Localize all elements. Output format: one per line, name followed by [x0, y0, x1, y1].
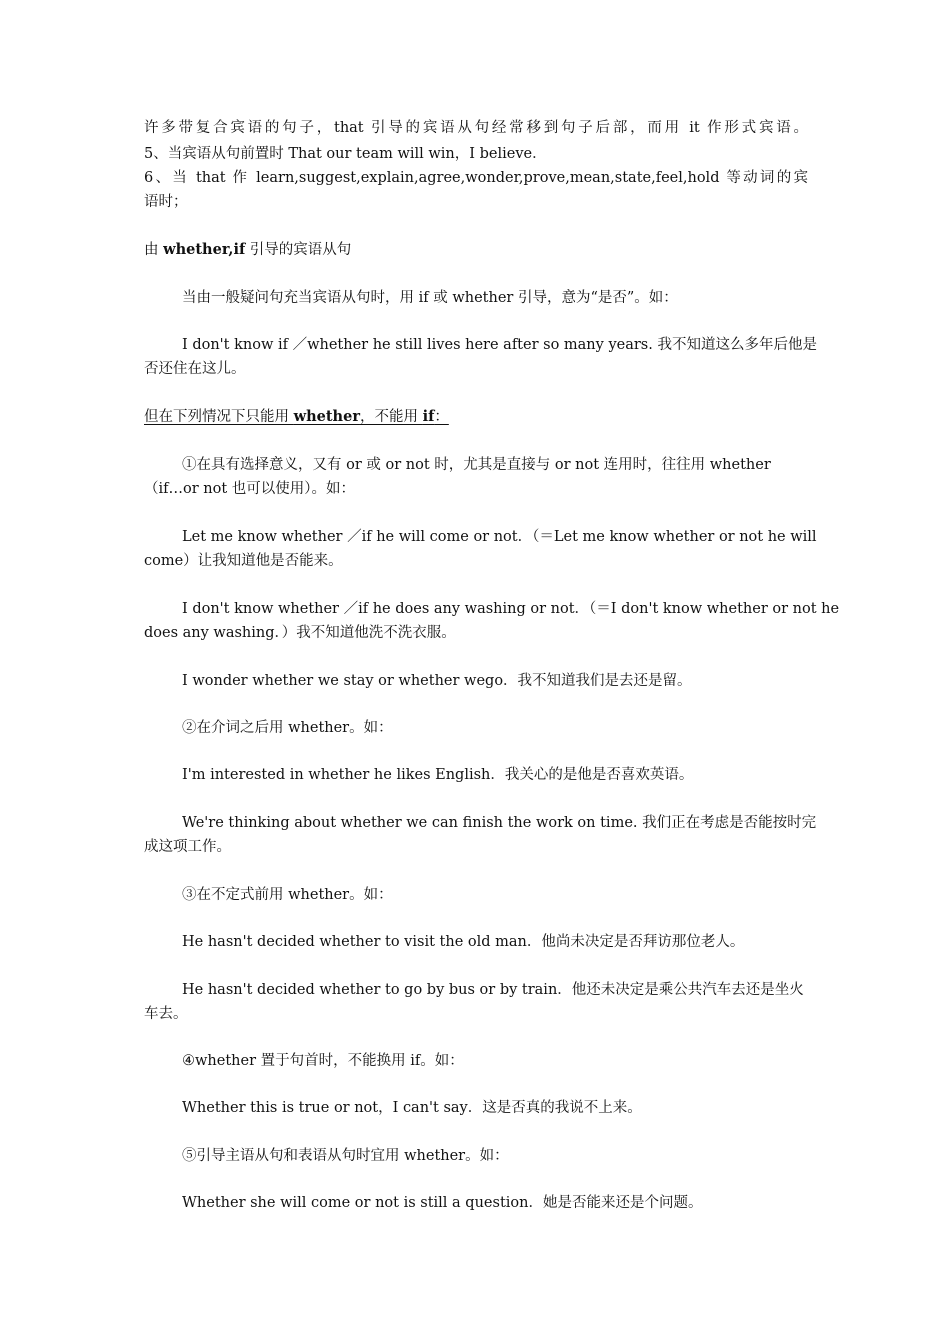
heading-text: 但在下列情况下只能用 [144, 409, 294, 425]
example-line: I don't know whether ／if he does any washing or not．（＝I don't know whether or not he [182, 601, 840, 617]
example-line: We're thinking about whether we can finish the work on time. 我们正在考虑是否能按时完 [182, 815, 817, 831]
heading-bold-text: whether [293, 408, 360, 425]
heading-text: ，不能用 [359, 409, 423, 425]
example-line: I'm interested in whether he likes English．我关心的是他是否喜欢英语。 [182, 767, 694, 783]
document-page [144, 0, 840, 1344]
paragraph-line: 6、当 that 作 learn,suggest,explain,agree,wonder,prove,mean,state,feel,hold 等动词的宾 [144, 170, 808, 186]
paragraph-line: 语时； [144, 194, 188, 210]
example-line: come）让我知道他是否能来。 [144, 553, 343, 569]
example-line: Whether she will come or not is still a question．她是否能来还是个问题。 [182, 1195, 703, 1211]
paragraph-line: 5、当宾语从句前置时 That our team will win，I believe． [144, 146, 547, 162]
example-line: He hasn't decided whether to visit the old man．他尚未决定是否拜访那位老人。 [182, 934, 745, 950]
example-line: Let me know whether ／if he will come or not．（＝Let me know whether or not he will [182, 529, 817, 545]
example-line: Whether this is true or not，I can't say．这是否真的我说不上来。 [182, 1100, 642, 1116]
heading-text: 引导的宾语从句 [245, 242, 352, 258]
rule-line: ②在介词之后用 whether。如： [182, 720, 393, 736]
heading-text: ： [434, 409, 449, 425]
rule-line: ④whether 置于句首时，不能换用 if。如： [182, 1053, 464, 1069]
rule-line: ①在具有选择意义，又有 or 或 or not 时，尤其是直接与 or not 连用时，往往用 whether [182, 457, 771, 473]
rule-line: ⑤引导主语从句和表语从句时宜用 whether。如： [182, 1148, 509, 1164]
example-line: 车去。 [144, 1006, 188, 1022]
paragraph-line: 许多带复合宾语的句子，that 引导的宾语从句经常移到句子后部，而用 it 作形式宾语。 [144, 120, 808, 136]
rule-line: （if…or not 也可以使用）。如： [144, 481, 356, 497]
paragraph-line: 当由一般疑问句充当宾语从句时，用 if 或 whether 引导，意为“是否”。如： [182, 290, 678, 306]
rule-line: ③在不定式前用 whether。如： [182, 887, 393, 903]
section-heading-whether-if [144, 240, 351, 260]
example-line: does any washing．）我不知道他洗不洗衣服。 [144, 625, 456, 641]
example-line: I wonder whether we stay or whether wego．我不知道我们是去还是留。 [182, 673, 692, 689]
example-line: 成这项工作。 [144, 839, 231, 855]
example-line: I don't know if ／whether he still lives here after so many years. 我不知道这么多年后他是 [182, 337, 817, 353]
section-heading-only-whether [144, 407, 449, 427]
heading-bold-text: whether,if [163, 241, 246, 258]
heading-bold-text: if [422, 408, 435, 425]
example-line: He hasn't decided whether to go by bus or by train．他还未决定是乘公共汽车去还是坐火 [182, 982, 804, 998]
example-line: 否还住在这儿。 [144, 361, 246, 377]
heading-text: 由 [144, 242, 164, 258]
